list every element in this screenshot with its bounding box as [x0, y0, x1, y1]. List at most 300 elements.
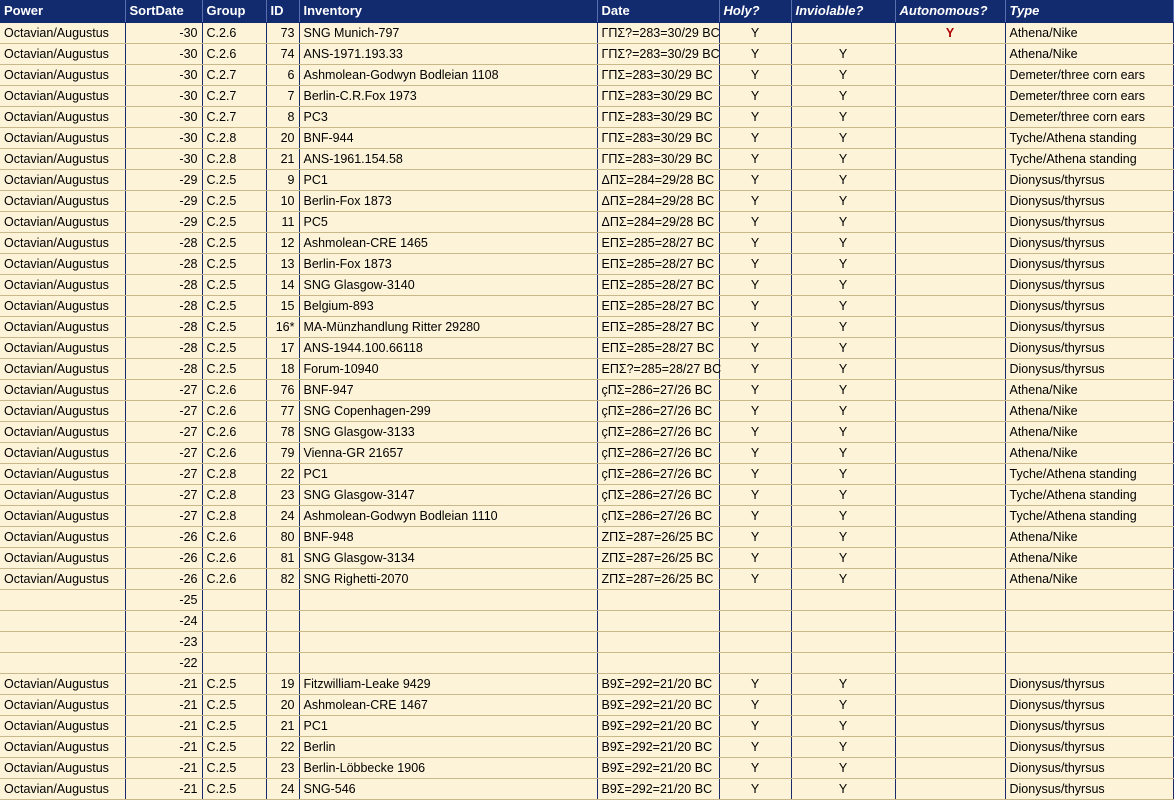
cell-power[interactable]: Octavian/Augustus	[0, 569, 125, 590]
cell-inventory[interactable]: SNG Glasgow-3147	[299, 485, 597, 506]
table-row[interactable]	[0, 149, 1173, 170]
cell-group[interactable]: C.2.7	[202, 86, 266, 107]
cell-type[interactable]: Dionysus/thyrsus	[1005, 233, 1173, 254]
cell-holy[interactable]: Y	[719, 65, 791, 86]
cell-type[interactable]: Dionysus/thyrsus	[1005, 359, 1173, 380]
cell-date[interactable]: ΓΠΣ=283=30/29 BC	[597, 65, 719, 86]
cell-date[interactable]: ΓΠΣ=283=30/29 BC	[597, 86, 719, 107]
cell-inventory[interactable]: SNG Munich-797	[299, 23, 597, 44]
cell-autonomous[interactable]	[895, 212, 1005, 233]
cell-inviolable[interactable]: Y	[791, 485, 895, 506]
cell-id[interactable]	[266, 611, 299, 632]
cell-group[interactable]: C.2.5	[202, 212, 266, 233]
column-header-type[interactable]: Type	[1005, 0, 1173, 23]
cell-group[interactable]: C.2.8	[202, 128, 266, 149]
cell-autonomous[interactable]	[895, 128, 1005, 149]
cell-inventory[interactable]	[299, 590, 597, 611]
cell-group[interactable]: C.2.6	[202, 23, 266, 44]
cell-id[interactable]: 80	[266, 527, 299, 548]
cell-id[interactable]: 12	[266, 233, 299, 254]
cell-type[interactable]: Demeter/three corn ears	[1005, 86, 1173, 107]
cell-id[interactable]: 18	[266, 359, 299, 380]
cell-date[interactable]: B9Σ=292=21/20 BC	[597, 779, 719, 800]
cell-group[interactable]: C.2.5	[202, 695, 266, 716]
cell-autonomous[interactable]	[895, 653, 1005, 674]
cell-date[interactable]: ΔΠΣ=284=29/28 BC	[597, 191, 719, 212]
cell-holy[interactable]: Y	[719, 716, 791, 737]
cell-power[interactable]: Octavian/Augustus	[0, 317, 125, 338]
cell-group[interactable]: C.2.6	[202, 422, 266, 443]
cell-autonomous[interactable]: Y	[895, 23, 1005, 44]
cell-inventory[interactable]: BNF-947	[299, 380, 597, 401]
cell-id[interactable]: 21	[266, 716, 299, 737]
cell-group[interactable]	[202, 611, 266, 632]
cell-type[interactable]: Athena/Nike	[1005, 401, 1173, 422]
cell-group[interactable]	[202, 590, 266, 611]
cell-id[interactable]: 15	[266, 296, 299, 317]
cell-inventory[interactable]: SNG-546	[299, 779, 597, 800]
cell-inventory[interactable]: ANS-1971.193.33	[299, 44, 597, 65]
cell-sortdate[interactable]: -30	[125, 149, 202, 170]
cell-inviolable[interactable]: Y	[791, 674, 895, 695]
table-row[interactable]	[0, 296, 1173, 317]
cell-inviolable[interactable]	[791, 590, 895, 611]
cell-power[interactable]: Octavian/Augustus	[0, 380, 125, 401]
cell-inventory[interactable]: Berlin	[299, 737, 597, 758]
cell-sortdate[interactable]: -27	[125, 380, 202, 401]
cell-power[interactable]: Octavian/Augustus	[0, 23, 125, 44]
cell-group[interactable]: C.2.5	[202, 254, 266, 275]
cell-id[interactable]: 82	[266, 569, 299, 590]
cell-group[interactable]: C.2.6	[202, 527, 266, 548]
cell-holy[interactable]: Y	[719, 737, 791, 758]
table-row[interactable]	[0, 506, 1173, 527]
table-row[interactable]	[0, 674, 1173, 695]
cell-date[interactable]: ΕΠΣ=285=28/27 BC	[597, 275, 719, 296]
cell-holy[interactable]	[719, 653, 791, 674]
cell-autonomous[interactable]	[895, 254, 1005, 275]
cell-power[interactable]: Octavian/Augustus	[0, 191, 125, 212]
cell-autonomous[interactable]	[895, 170, 1005, 191]
cell-date[interactable]: ΕΠΣ?=285=28/27 BC	[597, 359, 719, 380]
cell-inviolable[interactable]: Y	[791, 191, 895, 212]
cell-autonomous[interactable]	[895, 506, 1005, 527]
cell-type[interactable]	[1005, 653, 1173, 674]
table-row[interactable]	[0, 590, 1173, 611]
cell-power[interactable]: Octavian/Augustus	[0, 296, 125, 317]
cell-autonomous[interactable]	[895, 464, 1005, 485]
cell-power[interactable]: Octavian/Augustus	[0, 233, 125, 254]
cell-power[interactable]	[0, 653, 125, 674]
cell-holy[interactable]: Y	[719, 779, 791, 800]
cell-inviolable[interactable]: Y	[791, 44, 895, 65]
cell-group[interactable]: C.2.5	[202, 170, 266, 191]
cell-power[interactable]	[0, 590, 125, 611]
cell-holy[interactable]: Y	[719, 464, 791, 485]
cell-date[interactable]: ΖΠΣ=287=26/25 BC	[597, 548, 719, 569]
column-header-inventory[interactable]: Inventory	[299, 0, 597, 23]
table-row[interactable]	[0, 317, 1173, 338]
cell-power[interactable]: Octavian/Augustus	[0, 548, 125, 569]
column-header-holy[interactable]: Holy?	[719, 0, 791, 23]
cell-inviolable[interactable]: Y	[791, 443, 895, 464]
cell-group[interactable]: C.2.7	[202, 107, 266, 128]
cell-type[interactable]: Dionysus/thyrsus	[1005, 275, 1173, 296]
cell-inviolable[interactable]: Y	[791, 401, 895, 422]
cell-autonomous[interactable]	[895, 527, 1005, 548]
cell-type[interactable]: Dionysus/thyrsus	[1005, 758, 1173, 779]
cell-type[interactable]: Athena/Nike	[1005, 548, 1173, 569]
cell-date[interactable]	[597, 590, 719, 611]
cell-id[interactable]	[266, 632, 299, 653]
cell-autonomous[interactable]	[895, 695, 1005, 716]
cell-id[interactable]: 14	[266, 275, 299, 296]
cell-group[interactable]: C.2.5	[202, 296, 266, 317]
cell-autonomous[interactable]	[895, 401, 1005, 422]
cell-type[interactable]: Athena/Nike	[1005, 44, 1173, 65]
cell-type[interactable]: Demeter/three corn ears	[1005, 65, 1173, 86]
cell-power[interactable]: Octavian/Augustus	[0, 254, 125, 275]
cell-type[interactable]: Dionysus/thyrsus	[1005, 317, 1173, 338]
cell-power[interactable]: Octavian/Augustus	[0, 758, 125, 779]
cell-inviolable[interactable]: Y	[791, 779, 895, 800]
cell-date[interactable]: B9Σ=292=21/20 BC	[597, 716, 719, 737]
cell-holy[interactable]: Y	[719, 275, 791, 296]
cell-inviolable[interactable]: Y	[791, 464, 895, 485]
cell-date[interactable]: ΖΠΣ=287=26/25 BC	[597, 527, 719, 548]
cell-sortdate[interactable]: -26	[125, 569, 202, 590]
cell-group[interactable]: C.2.7	[202, 65, 266, 86]
cell-power[interactable]: Octavian/Augustus	[0, 338, 125, 359]
cell-holy[interactable]: Y	[719, 485, 791, 506]
cell-power[interactable]	[0, 632, 125, 653]
cell-power[interactable]: Octavian/Augustus	[0, 86, 125, 107]
cell-holy[interactable]: Y	[719, 758, 791, 779]
cell-group[interactable]: C.2.5	[202, 779, 266, 800]
cell-type[interactable]: Athena/Nike	[1005, 23, 1173, 44]
cell-inventory[interactable]: PC1	[299, 716, 597, 737]
cell-sortdate[interactable]: -28	[125, 317, 202, 338]
table-row[interactable]	[0, 464, 1173, 485]
cell-id[interactable]: 17	[266, 338, 299, 359]
cell-date[interactable]: ΕΠΣ=285=28/27 BC	[597, 317, 719, 338]
cell-inviolable[interactable]: Y	[791, 233, 895, 254]
cell-type[interactable]: Dionysus/thyrsus	[1005, 254, 1173, 275]
cell-inviolable[interactable]: Y	[791, 338, 895, 359]
cell-inventory[interactable]: SNG Glasgow-3133	[299, 422, 597, 443]
cell-type[interactable]: Tyche/Athena standing	[1005, 464, 1173, 485]
cell-id[interactable]: 77	[266, 401, 299, 422]
cell-autonomous[interactable]	[895, 317, 1005, 338]
cell-autonomous[interactable]	[895, 338, 1005, 359]
cell-id[interactable]: 81	[266, 548, 299, 569]
table-row[interactable]	[0, 485, 1173, 506]
cell-group[interactable]: C.2.8	[202, 485, 266, 506]
cell-inventory[interactable]: SNG Glasgow-3134	[299, 548, 597, 569]
cell-id[interactable]: 19	[266, 674, 299, 695]
cell-type[interactable]: Dionysus/thyrsus	[1005, 191, 1173, 212]
cell-inventory[interactable]: PC3	[299, 107, 597, 128]
cell-date[interactable]: çΠΣ=286=27/26 BC	[597, 443, 719, 464]
cell-autonomous[interactable]	[895, 65, 1005, 86]
cell-group[interactable]: C.2.6	[202, 44, 266, 65]
cell-inviolable[interactable]: Y	[791, 149, 895, 170]
cell-inviolable[interactable]: Y	[791, 317, 895, 338]
cell-id[interactable]: 20	[266, 695, 299, 716]
cell-inviolable[interactable]: Y	[791, 170, 895, 191]
cell-inviolable[interactable]: Y	[791, 737, 895, 758]
cell-inventory[interactable]: Vienna-GR 21657	[299, 443, 597, 464]
cell-power[interactable]: Octavian/Augustus	[0, 170, 125, 191]
cell-inviolable[interactable]: Y	[791, 569, 895, 590]
cell-holy[interactable]: Y	[719, 296, 791, 317]
cell-type[interactable]: Athena/Nike	[1005, 569, 1173, 590]
table-row[interactable]	[0, 569, 1173, 590]
table-row[interactable]	[0, 23, 1173, 44]
cell-date[interactable]: ΓΠΣ=283=30/29 BC	[597, 107, 719, 128]
cell-inviolable[interactable]	[791, 653, 895, 674]
cell-inventory[interactable]: Ashmolean-CRE 1467	[299, 695, 597, 716]
cell-power[interactable]: Octavian/Augustus	[0, 443, 125, 464]
cell-id[interactable]: 74	[266, 44, 299, 65]
cell-id[interactable]: 24	[266, 779, 299, 800]
cell-sortdate[interactable]: -21	[125, 779, 202, 800]
cell-autonomous[interactable]	[895, 674, 1005, 695]
cell-inviolable[interactable]: Y	[791, 65, 895, 86]
cell-sortdate[interactable]: -30	[125, 23, 202, 44]
cell-holy[interactable]: Y	[719, 191, 791, 212]
cell-holy[interactable]: Y	[719, 44, 791, 65]
table-row[interactable]	[0, 170, 1173, 191]
cell-inventory[interactable]	[299, 653, 597, 674]
cell-group[interactable]: C.2.8	[202, 464, 266, 485]
table-row[interactable]	[0, 695, 1173, 716]
cell-id[interactable]: 22	[266, 464, 299, 485]
cell-inventory[interactable]: SNG Glasgow-3140	[299, 275, 597, 296]
cell-power[interactable]: Octavian/Augustus	[0, 779, 125, 800]
cell-date[interactable]: çΠΣ=286=27/26 BC	[597, 380, 719, 401]
cell-holy[interactable]: Y	[719, 548, 791, 569]
table-row[interactable]	[0, 401, 1173, 422]
table-row[interactable]	[0, 758, 1173, 779]
cell-type[interactable]: Demeter/three corn ears	[1005, 107, 1173, 128]
cell-type[interactable]: Dionysus/thyrsus	[1005, 212, 1173, 233]
cell-sortdate[interactable]: -27	[125, 464, 202, 485]
cell-id[interactable]: 23	[266, 758, 299, 779]
cell-group[interactable]: C.2.5	[202, 317, 266, 338]
cell-date[interactable]: ΔΠΣ=284=29/28 BC	[597, 170, 719, 191]
cell-sortdate[interactable]: -28	[125, 275, 202, 296]
cell-sortdate[interactable]: -27	[125, 401, 202, 422]
cell-holy[interactable]	[719, 611, 791, 632]
cell-group[interactable]: C.2.8	[202, 506, 266, 527]
cell-group[interactable]: C.2.5	[202, 716, 266, 737]
cell-date[interactable]: B9Σ=292=21/20 BC	[597, 674, 719, 695]
cell-id[interactable]: 24	[266, 506, 299, 527]
cell-date[interactable]: ΕΠΣ=285=28/27 BC	[597, 296, 719, 317]
cell-group[interactable]: C.2.5	[202, 233, 266, 254]
cell-type[interactable]: Dionysus/thyrsus	[1005, 695, 1173, 716]
table-row[interactable]	[0, 254, 1173, 275]
cell-group[interactable]: C.2.5	[202, 338, 266, 359]
cell-group[interactable]: C.2.5	[202, 674, 266, 695]
cell-id[interactable]: 6	[266, 65, 299, 86]
cell-type[interactable]: Athena/Nike	[1005, 443, 1173, 464]
cell-inventory[interactable]: Ashmolean-Godwyn Bodleian 1108	[299, 65, 597, 86]
cell-inventory[interactable]: Berlin-Löbbecke 1906	[299, 758, 597, 779]
cell-power[interactable]: Octavian/Augustus	[0, 527, 125, 548]
cell-id[interactable]: 73	[266, 23, 299, 44]
cell-holy[interactable]: Y	[719, 443, 791, 464]
cell-autonomous[interactable]	[895, 590, 1005, 611]
table-row[interactable]	[0, 527, 1173, 548]
cell-inventory[interactable]: SNG Copenhagen-299	[299, 401, 597, 422]
cell-autonomous[interactable]	[895, 779, 1005, 800]
cell-autonomous[interactable]	[895, 422, 1005, 443]
cell-power[interactable]: Octavian/Augustus	[0, 674, 125, 695]
cell-sortdate[interactable]: -29	[125, 212, 202, 233]
cell-id[interactable]: 76	[266, 380, 299, 401]
cell-sortdate[interactable]: -29	[125, 170, 202, 191]
cell-date[interactable]: çΠΣ=286=27/26 BC	[597, 422, 719, 443]
cell-type[interactable]: Athena/Nike	[1005, 527, 1173, 548]
cell-autonomous[interactable]	[895, 632, 1005, 653]
table-row[interactable]	[0, 233, 1173, 254]
cell-id[interactable]: 10	[266, 191, 299, 212]
cell-id[interactable]	[266, 590, 299, 611]
cell-autonomous[interactable]	[895, 191, 1005, 212]
cell-inviolable[interactable]: Y	[791, 422, 895, 443]
cell-inventory[interactable]: PC1	[299, 464, 597, 485]
cell-holy[interactable]: Y	[719, 23, 791, 44]
cell-sortdate[interactable]: -24	[125, 611, 202, 632]
cell-type[interactable]: Dionysus/thyrsus	[1005, 674, 1173, 695]
cell-group[interactable]: C.2.6	[202, 548, 266, 569]
cell-sortdate[interactable]: -27	[125, 422, 202, 443]
cell-power[interactable]: Octavian/Augustus	[0, 401, 125, 422]
cell-holy[interactable]: Y	[719, 149, 791, 170]
cell-type[interactable]: Dionysus/thyrsus	[1005, 296, 1173, 317]
cell-sortdate[interactable]: -30	[125, 44, 202, 65]
cell-sortdate[interactable]: -23	[125, 632, 202, 653]
cell-inviolable[interactable]: Y	[791, 128, 895, 149]
cell-sortdate[interactable]: -29	[125, 191, 202, 212]
cell-power[interactable]: Octavian/Augustus	[0, 422, 125, 443]
cell-type[interactable]: Dionysus/thyrsus	[1005, 170, 1173, 191]
cell-holy[interactable]: Y	[719, 128, 791, 149]
cell-date[interactable]: B9Σ=292=21/20 BC	[597, 737, 719, 758]
cell-power[interactable]: Octavian/Augustus	[0, 737, 125, 758]
cell-id[interactable]: 78	[266, 422, 299, 443]
cell-sortdate[interactable]: -26	[125, 527, 202, 548]
cell-autonomous[interactable]	[895, 359, 1005, 380]
cell-inventory[interactable]: ANS-1944.100.66118	[299, 338, 597, 359]
cell-inviolable[interactable]: Y	[791, 359, 895, 380]
cell-power[interactable]: Octavian/Augustus	[0, 464, 125, 485]
cell-holy[interactable]: Y	[719, 695, 791, 716]
cell-autonomous[interactable]	[895, 233, 1005, 254]
cell-date[interactable]: ΓΠΣ?=283=30/29 BC	[597, 44, 719, 65]
cell-inventory[interactable]	[299, 632, 597, 653]
cell-group[interactable]: C.2.6	[202, 401, 266, 422]
cell-autonomous[interactable]	[895, 380, 1005, 401]
cell-group[interactable]: C.2.8	[202, 149, 266, 170]
cell-holy[interactable]: Y	[719, 380, 791, 401]
cell-sortdate[interactable]: -21	[125, 674, 202, 695]
cell-holy[interactable]: Y	[719, 506, 791, 527]
table-row[interactable]	[0, 44, 1173, 65]
cell-holy[interactable]: Y	[719, 359, 791, 380]
cell-id[interactable]: 16*	[266, 317, 299, 338]
table-row[interactable]	[0, 443, 1173, 464]
cell-date[interactable]: ΕΠΣ=285=28/27 BC	[597, 233, 719, 254]
cell-group[interactable]	[202, 632, 266, 653]
cell-holy[interactable]: Y	[719, 170, 791, 191]
cell-type[interactable]: Dionysus/thyrsus	[1005, 338, 1173, 359]
cell-holy[interactable]: Y	[719, 401, 791, 422]
cell-power[interactable]: Octavian/Augustus	[0, 212, 125, 233]
cell-power[interactable]: Octavian/Augustus	[0, 275, 125, 296]
cell-sortdate[interactable]: -30	[125, 107, 202, 128]
cell-inventory[interactable]: PC5	[299, 212, 597, 233]
cell-inviolable[interactable]: Y	[791, 758, 895, 779]
cell-inventory[interactable]: Ashmolean-CRE 1465	[299, 233, 597, 254]
cell-type[interactable]: Dionysus/thyrsus	[1005, 779, 1173, 800]
cell-type[interactable]: Tyche/Athena standing	[1005, 149, 1173, 170]
cell-type[interactable]: Dionysus/thyrsus	[1005, 737, 1173, 758]
cell-sortdate[interactable]: -28	[125, 254, 202, 275]
cell-holy[interactable]: Y	[719, 317, 791, 338]
cell-power[interactable]: Octavian/Augustus	[0, 149, 125, 170]
cell-type[interactable]: Tyche/Athena standing	[1005, 506, 1173, 527]
cell-date[interactable]	[597, 632, 719, 653]
cell-inviolable[interactable]: Y	[791, 506, 895, 527]
column-header-group[interactable]: Group	[202, 0, 266, 23]
cell-power[interactable]: Octavian/Augustus	[0, 506, 125, 527]
table-row[interactable]	[0, 107, 1173, 128]
cell-holy[interactable]: Y	[719, 422, 791, 443]
cell-inventory[interactable]: Belgium-893	[299, 296, 597, 317]
cell-sortdate[interactable]: -22	[125, 653, 202, 674]
cell-autonomous[interactable]	[895, 44, 1005, 65]
cell-inviolable[interactable]	[791, 632, 895, 653]
cell-inventory[interactable]: BNF-944	[299, 128, 597, 149]
cell-id[interactable]: 23	[266, 485, 299, 506]
cell-inventory[interactable]: PC1	[299, 170, 597, 191]
cell-autonomous[interactable]	[895, 296, 1005, 317]
cell-holy[interactable]: Y	[719, 569, 791, 590]
cell-inviolable[interactable]	[791, 23, 895, 44]
cell-inviolable[interactable]: Y	[791, 275, 895, 296]
cell-inviolable[interactable]: Y	[791, 695, 895, 716]
cell-type[interactable]: Dionysus/thyrsus	[1005, 716, 1173, 737]
table-row[interactable]	[0, 737, 1173, 758]
cell-autonomous[interactable]	[895, 611, 1005, 632]
table-row[interactable]	[0, 212, 1173, 233]
cell-inviolable[interactable]: Y	[791, 716, 895, 737]
cell-group[interactable]: C.2.6	[202, 443, 266, 464]
cell-power[interactable]: Octavian/Augustus	[0, 44, 125, 65]
table-row[interactable]	[0, 611, 1173, 632]
column-header-autonomous[interactable]: Autonomous?	[895, 0, 1005, 23]
table-row[interactable]	[0, 359, 1173, 380]
cell-inviolable[interactable]: Y	[791, 86, 895, 107]
cell-id[interactable]: 79	[266, 443, 299, 464]
cell-power[interactable]: Octavian/Augustus	[0, 107, 125, 128]
cell-id[interactable]	[266, 653, 299, 674]
cell-type[interactable]: Athena/Nike	[1005, 422, 1173, 443]
cell-date[interactable]: B9Σ=292=21/20 BC	[597, 758, 719, 779]
